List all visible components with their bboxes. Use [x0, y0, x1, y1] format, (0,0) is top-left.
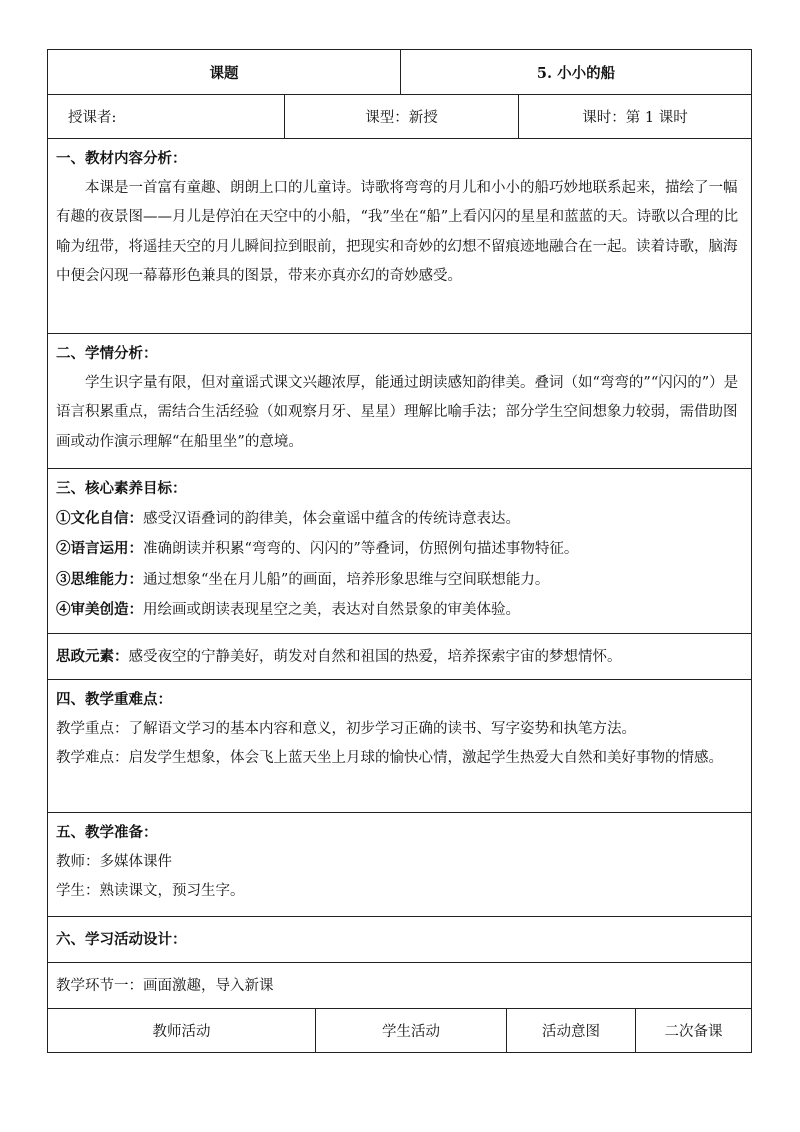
activity-header-row [47, 1009, 752, 1053]
section-body: 学生识字量有限，但对童谣式课文兴趣浓厚，能通过朗读感知韵律美。叠词（如“弯弯的”“闪闪的”）是语言积累重点，需结合生活经验（如观察月牙、星星）理解比喻手法；部分学生空间想象力较弱，需借助图画或动作演示理解“在船里坐”的意境。 [56, 374, 739, 450]
goal-text: 通过想象“坐在月儿船”的画面，培养形象思维与空间联想能力。 [143, 571, 550, 588]
goal-text: 用绘画或朗读表现星空之美，表达对自然景象的审美体验。 [143, 602, 520, 619]
col-teacher-activity: 教师活动 [152, 1024, 211, 1040]
col-activity-intent: 活动意图 [506, 1009, 635, 1052]
activity-design-section [47, 917, 752, 963]
step-row [47, 963, 752, 1009]
topic-label: 课题 [209, 64, 239, 82]
goal-text: 准确朗读并积累“弯弯的、闪闪的”等叠词，仿照例句描述事物特征。 [143, 541, 579, 558]
key-point: 教学重点：了解语文学习的基本内容和意义，初步学习正确的读书、写字姿势和执笔方法。 [56, 720, 636, 737]
goal-label: ③思维能力： [56, 570, 143, 588]
goal-item [56, 595, 743, 626]
lesson-hours: 课时：第 1 课时 [518, 95, 751, 138]
section-title: 四、教学重难点： [56, 691, 172, 708]
topic-value: 5. 小小的船 [400, 50, 751, 94]
step-title: 教学环节一：画面激趣，导入新课 [56, 978, 274, 994]
ideology-label: 思政元素： [56, 648, 129, 665]
goal-item [56, 565, 743, 596]
student-prep: 学生：熟读课文，预习生字。 [56, 883, 245, 900]
section-title: 六、学习活动设计： [56, 931, 187, 948]
section-title: 二、学情分析： [56, 345, 158, 362]
col-second-prep: 二次备课 [635, 1009, 751, 1052]
goal-label: ①文化自信： [56, 509, 143, 527]
col-student-activity: 学生活动 [315, 1009, 506, 1052]
section-title: 五、教学准备： [56, 824, 158, 841]
goal-label: ②语言运用： [56, 540, 143, 558]
core-goals-section [47, 469, 752, 634]
section-body: 本课是一首富有童趣、朗朗上口的儿童诗。诗歌将弯弯的月儿和小小的船巧妙地联系起来，描绘了一幅有趣的夜景图——月儿是停泊在天空中的小船，“我”坐在“船”上看闪闪的星星和蓝蓝的天。诗歌以合理的比喻为纽带，将遥挂天空的月儿瞬间拉到眼前，把现实和奇妙的幻想不留痕迹地融合在一起。读着诗歌，脑海中便会闪现一幕幕形色兼具的图景，带来亦真亦幻的奇妙感受。 [56, 179, 739, 285]
preparation-section [47, 813, 752, 917]
goal-text: 感受汉语叠词的韵律美，体会童谣中蕴含的传统诗意表达。 [143, 510, 520, 527]
section-title: 一、教材内容分析： [56, 150, 187, 167]
goal-label: ④审美创造： [56, 601, 143, 619]
ideology-text: 感受夜空的宁静美好，萌发对自然和祖国的热爱，培养探索宇宙的梦想情怀。 [128, 649, 622, 665]
textbook-analysis-section [47, 139, 752, 334]
goal-item [56, 534, 743, 565]
lesson-plan-table [47, 49, 752, 1053]
teacher-prep: 教师：多媒体课件 [56, 853, 172, 870]
info-row [47, 95, 752, 139]
topic-row [47, 49, 752, 95]
lesson-type: 课型：新授 [284, 95, 518, 138]
ideology-section [47, 634, 752, 680]
key-difficulty-section [47, 680, 752, 813]
difficulty: 教学难点：启发学生想象，体会飞上蓝天坐上月球的愉快心情，激起学生热爱大自然和美好事物的情感。 [56, 750, 723, 767]
teacher-label: 授课者: [68, 110, 117, 126]
section-title: 三、核心素养目标： [56, 480, 187, 497]
goal-item [56, 504, 743, 535]
student-analysis-section [47, 334, 752, 469]
